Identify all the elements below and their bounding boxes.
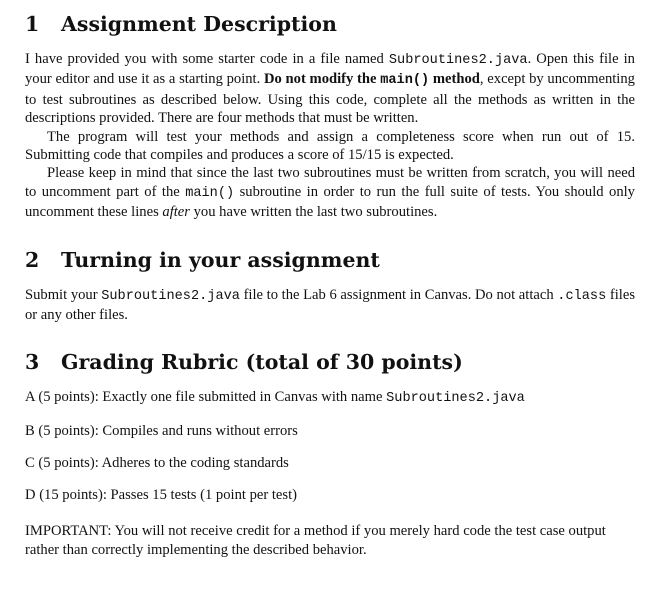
text-run: you have written the last two subroutines. — [189, 204, 438, 221]
text-run: . Open this file in your editor and use it as a starting point. — [25, 51, 635, 88]
italic-text: after — [162, 204, 190, 221]
section-1-heading — [25, 12, 635, 36]
main-method-code: main() — [380, 73, 430, 89]
section-1-title: Assignment Description — [61, 12, 337, 36]
text-run: files or any other files. — [25, 286, 636, 324]
section-3-number: 3 — [25, 350, 40, 375]
text-run: I have provided you with some starter code in a file named — [25, 51, 389, 67]
section-2-heading — [25, 248, 635, 272]
section-1-paragraph-1 — [25, 50, 635, 128]
bold-text: method — [429, 71, 480, 88]
rubric-item-d: D (15 points): Passes 15 tests (1 point per test) — [25, 487, 297, 504]
text-run: file to the Lab 6 assignment in Canvas. Do not attach — [239, 286, 558, 303]
text-run: subroutine in order to run the full suite of tests. You should only uncomment these lines — [25, 183, 635, 221]
section-3-heading — [25, 350, 635, 374]
text-run: , except by uncommenting to test subroutines as described below. Using this code, complete all the methods as written in the descriptions provided. There are four methods that must be written. — [25, 71, 635, 127]
class-extension-code: .class — [557, 288, 607, 304]
section-2-title: Turning in your assignment — [61, 247, 380, 272]
section-2-paragraph-1 — [25, 286, 635, 325]
important-note: IMPORTANT: You will not receive credit for a method if you merely hard code the test case output rather than correctly implementing the described behavior. — [25, 523, 606, 558]
text-run: Submit your — [25, 286, 102, 303]
rubric-label: A (5 points): Exactly one file submitted in Canvas with name — [25, 389, 387, 406]
rubric-item-b: B (5 points): Compiles and runs without errors — [25, 423, 298, 440]
filename-code: Subroutines2.java — [388, 53, 528, 68]
section-1-paragraph-2: The program will test your methods and assign a completeness score when run out of 15. Submitting code that compiles and produces a score of 15/15 is expected. — [25, 128, 635, 164]
main-method-code: main() — [185, 185, 235, 201]
section-1-paragraph-3 — [25, 164, 635, 221]
document-page — [25, 10, 635, 559]
section-3-title: Grading Rubric (total of 30 points) — [61, 350, 463, 375]
section-1-number: 1 — [25, 12, 40, 36]
bold-text: Do not modify the — [263, 71, 381, 88]
rubric-item-c: C (5 points): Adheres to the coding standards — [25, 455, 289, 472]
section-2-number: 2 — [25, 247, 40, 272]
rubric-item-a — [25, 388, 635, 408]
filename-code: Subroutines2.java — [101, 288, 240, 304]
filename-code: Subroutines2.java — [386, 391, 525, 407]
text-run: Please keep in mind that since the last two subroutines must be written from scratch, you will need to uncomment part of the — [25, 165, 635, 200]
